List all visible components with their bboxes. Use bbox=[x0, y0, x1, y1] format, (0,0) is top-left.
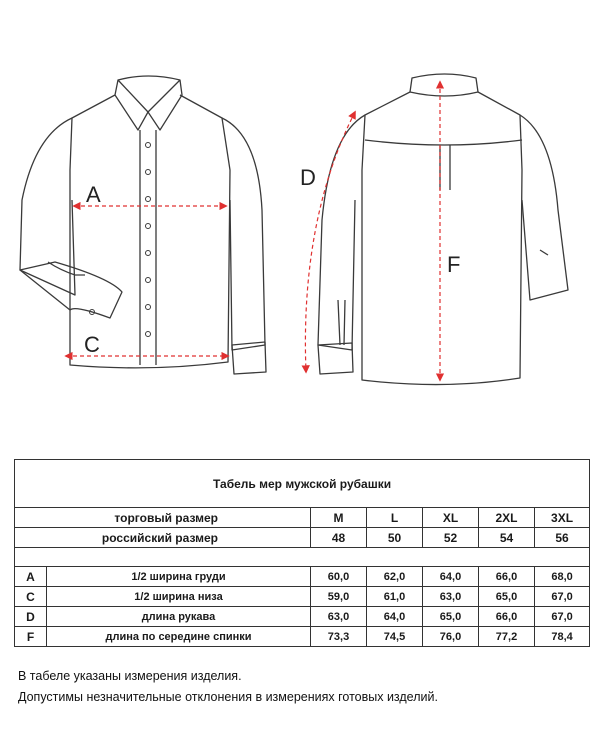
front-placket bbox=[140, 130, 156, 365]
back-shirt bbox=[318, 74, 568, 385]
measure-value: 77,2 bbox=[479, 627, 535, 647]
trade-size-cell: 2XL bbox=[479, 508, 535, 528]
russian-size-cell: 56 bbox=[535, 528, 590, 548]
back-left-sleeve bbox=[318, 115, 365, 350]
back-yoke bbox=[365, 140, 522, 145]
measure-name: длина по середине спинки bbox=[47, 627, 311, 647]
back-body-outline bbox=[362, 92, 522, 385]
measurement-lines bbox=[66, 82, 440, 380]
measure-value: 62,0 bbox=[367, 567, 423, 587]
measure-code: A bbox=[15, 567, 47, 587]
measure-value: 64,0 bbox=[423, 567, 479, 587]
measure-code: D bbox=[15, 607, 47, 627]
front-collar bbox=[115, 76, 182, 130]
measure-value: 67,0 bbox=[535, 587, 590, 607]
measure-value: 67,0 bbox=[535, 607, 590, 627]
measure-value: 74,5 bbox=[367, 627, 423, 647]
table-row bbox=[15, 587, 590, 607]
front-shirt bbox=[20, 76, 266, 374]
table-row bbox=[15, 627, 590, 647]
russian-size-cell: 48 bbox=[311, 528, 367, 548]
measure-value: 63,0 bbox=[311, 607, 367, 627]
front-body-outline bbox=[70, 95, 230, 368]
measure-value: 76,0 bbox=[423, 627, 479, 647]
measure-value: 65,0 bbox=[479, 587, 535, 607]
russian-size-cell: 52 bbox=[423, 528, 479, 548]
front-buttons bbox=[146, 143, 151, 337]
russian-size-label: российский размер bbox=[15, 528, 311, 548]
front-left-cuff bbox=[20, 262, 122, 318]
measure-value: 66,0 bbox=[479, 567, 535, 587]
russian-size-row bbox=[15, 528, 590, 548]
measure-name: длина рукава bbox=[47, 607, 311, 627]
back-pleat bbox=[440, 145, 450, 190]
back-right-sleeve bbox=[520, 115, 568, 300]
spacer-cell bbox=[15, 548, 590, 567]
measure-value: 68,0 bbox=[535, 567, 590, 587]
measure-value: 65,0 bbox=[423, 607, 479, 627]
measure-value: 73,3 bbox=[311, 627, 367, 647]
trade-size-row bbox=[15, 508, 590, 528]
trade-size-cell: L bbox=[367, 508, 423, 528]
table-title-row bbox=[15, 460, 590, 508]
measure-value: 63,0 bbox=[423, 587, 479, 607]
measure-code: F bbox=[15, 627, 47, 647]
measure-name: 1/2 ширина низа bbox=[47, 587, 311, 607]
table-row bbox=[15, 567, 590, 587]
russian-size-cell: 50 bbox=[367, 528, 423, 548]
measure-line-d bbox=[305, 112, 355, 372]
size-table bbox=[14, 459, 590, 647]
measure-code: C bbox=[15, 587, 47, 607]
measure-value: 60,0 bbox=[311, 567, 367, 587]
trade-size-label: торговый размер bbox=[15, 508, 311, 528]
trade-size-cell: 3XL bbox=[535, 508, 590, 528]
measure-value: 66,0 bbox=[479, 607, 535, 627]
notes bbox=[18, 666, 438, 708]
trade-size-cell: M bbox=[311, 508, 367, 528]
spacer-row bbox=[15, 548, 590, 567]
russian-size-cell: 54 bbox=[479, 528, 535, 548]
note-line-1: В табеле указаны измерения изделия. bbox=[18, 669, 242, 683]
measure-name: 1/2 ширина груди bbox=[47, 567, 311, 587]
measure-value: 61,0 bbox=[367, 587, 423, 607]
label-a: A bbox=[86, 182, 101, 207]
measure-value: 78,4 bbox=[535, 627, 590, 647]
table-row bbox=[15, 607, 590, 627]
label-f: F bbox=[447, 252, 461, 277]
note-line-2: Допустимы незначительные отклонения в измерениях готовых изделий. bbox=[18, 690, 438, 704]
label-d: D bbox=[300, 165, 316, 190]
back-collar bbox=[410, 74, 478, 96]
measure-value: 59,0 bbox=[311, 587, 367, 607]
trade-size-cell: XL bbox=[423, 508, 479, 528]
table-title: Табель мер мужской рубашки bbox=[15, 460, 590, 508]
label-c: C bbox=[84, 332, 100, 357]
measure-value: 64,0 bbox=[367, 607, 423, 627]
